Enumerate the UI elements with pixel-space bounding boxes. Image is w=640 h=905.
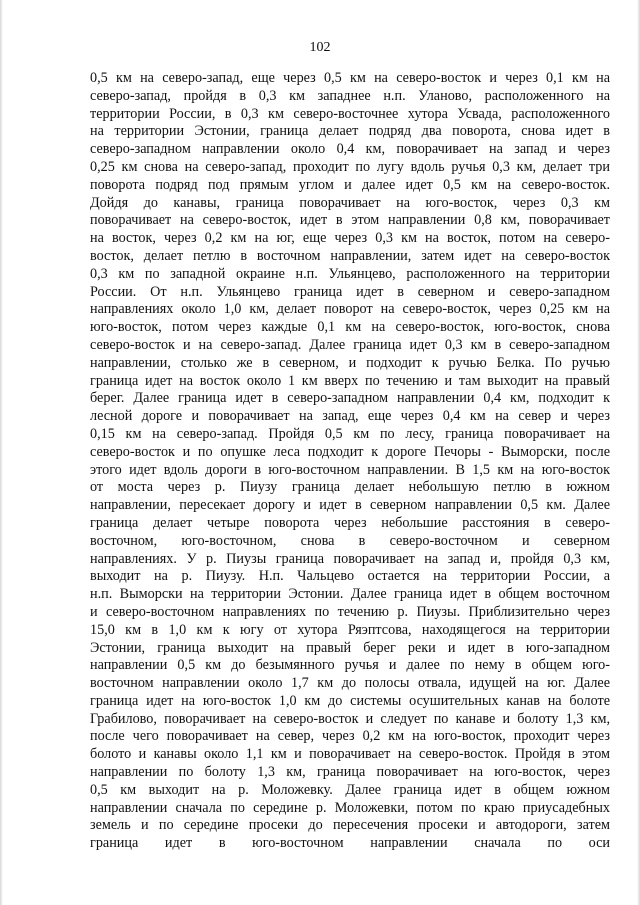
text-line: России. От н.п. Ульянцево граница идет в северном и северо-западном (90, 283, 610, 300)
text-line: направлении, столько же в северном, и подходит к ручью Белка. По ручью (90, 354, 610, 371)
text-line: северо-запад, пройдя в 0,3 км западнее н.п. Уланово, расположенного на (90, 87, 610, 104)
text-line: направлениях. У р. Пиузы граница поворачивает на запад и, пройдя 0,3 км, (90, 550, 610, 567)
text-line: территории России, в 0,3 км северо-восточнее хутора Усвада, расположенного (90, 105, 610, 122)
text-line: юго-восток, потом через каждые 0,1 км на северо-восток, юго-восток, снова (90, 319, 610, 336)
text-line: направлениях около 1,0 км, делает поворот на северо-восток, через 0,25 км на (90, 301, 610, 318)
text-line: от моста через р. Пиузу граница делает небольшую петлю в южном (90, 479, 610, 496)
text-line: земель и по середине просеки до пересечения просеки и автодороги, затем (90, 817, 610, 834)
text-line: берег. Далее граница идет в северо-западном направлении 0,4 км, подходит к (90, 390, 610, 407)
text-line: северо-восток и по опушке леса подходит к дороге Печоры - Выморски, после (90, 443, 610, 460)
text-line: поворота подряд под прямым углом и далее идет 0,5 км на северо-восток. (90, 176, 610, 193)
text-line: направлении, пересекает дорогу и идет в северном направлении 0,5 км. Далее (90, 497, 610, 514)
text-line: граница делает четыре поворота через небольшие расстояния в северо- (90, 514, 610, 531)
text-line: восток, делает петлю в восточном направлении, затем идет на северо-восток (90, 247, 610, 264)
text-line: болото и канавы около 1,1 км и поворачивает на северо-восток. Пройдя в этом (90, 746, 610, 763)
text-line: 0,25 км снова на северо-запад, проходит по лугу вдоль ручья 0,3 км, делает три (90, 158, 610, 175)
text-line: этого идет вдоль дороги в юго-восточном направлении. В 1,5 км на юго-восток (90, 461, 610, 478)
text-line: н.п. Выморски на территории Эстонии. Далее граница идет в общем восточном (90, 586, 610, 603)
scan-edge-left (0, 0, 3, 905)
text-line: граница идет в юго-восточном направлении сначала по оси (90, 835, 610, 852)
text-line: и северо-восточном направлениях по течению р. Пиузы. Приблизительно через (90, 603, 610, 620)
text-line: направлении сначала по середине р. Моложевки, потом по краю приусадебных (90, 799, 610, 816)
text-line: граница идет на восток около 1 км вверх по течению и там выходит на правый (90, 372, 610, 389)
text-line: лесной дороге и поворачивает на запад, еще через 0,4 км на север и через (90, 408, 610, 425)
text-line: выходит на р. Пиузу. Н.п. Чальцево остается на территории России, а (90, 568, 610, 585)
text-line: 0,5 км выходит на р. Моложевку. Далее граница идет в общем южном (90, 781, 610, 798)
text-line: Грабилово, поворачивает на северо-восток и следует по канаве и болоту 1,3 км, (90, 710, 610, 727)
text-line: 15,0 км в 1,0 км к югу от хутора Ряэптсова, находящегося на территории (90, 621, 610, 638)
body-text (90, 70, 610, 853)
text-line: 0,15 км на северо-запад. Пройдя 0,5 км по лесу, граница поворачивает на (90, 425, 610, 442)
text-line: направлении по болоту 1,3 км, граница поворачивает на юго-восток, через (90, 764, 610, 781)
text-line: 0,5 км на северо-запад, еще через 0,5 км на северо-восток и через 0,1 км на (90, 70, 610, 86)
text-line: Эстонии, граница выходит на правый берег реки и идет в юго-западном (90, 639, 610, 656)
text-line: 0,3 км по западной окраине н.п. Ульянцево, расположенного на территории (90, 265, 610, 282)
text-line: Дойдя до канавы, граница поворачивает на юго-восток, через 0,3 км (90, 194, 610, 211)
text-line: поворачивает на северо-восток, идет в этом направлении 0,8 км, поворачивает (90, 212, 610, 229)
text-line: восточном направлении около 1,7 км до полосы отвала, идущей на юг. Далее (90, 675, 610, 692)
text-line: на территории Эстонии, граница делает подряд два поворота, снова идет в (90, 123, 610, 140)
text-line: восточном, юго-восточном, снова в северо-восточном и северном (90, 532, 610, 549)
text-line: северо-западном направлении около 0,4 км, поворачивает на запад и через (90, 141, 610, 158)
text-line: направлении 0,5 км до безымянного ручья и далее по нему в общем юго- (90, 657, 610, 674)
text-line: на восток, через 0,2 км на юг, еще через 0,3 км на восток, потом на северо- (90, 230, 610, 247)
text-line: северо-восток и на северо-запад. Далее граница идет 0,3 км в северо-западном (90, 336, 610, 353)
page-number: 102 (309, 40, 331, 55)
text-line: граница идет на юго-восток 1,0 км до системы осушительных канав на болоте (90, 692, 610, 709)
text-line: после чего поворачивает на север, через 0,2 км на юго-восток, проходит через (90, 728, 610, 745)
